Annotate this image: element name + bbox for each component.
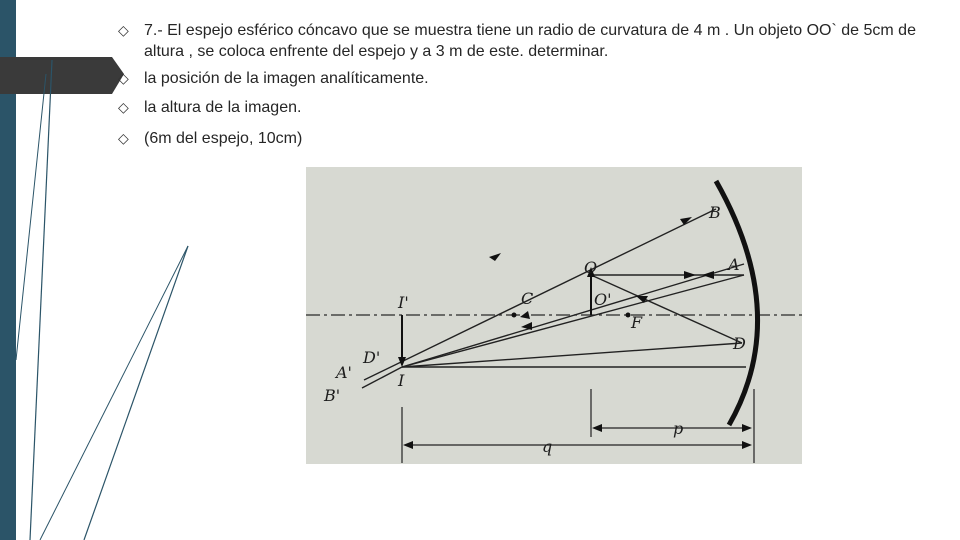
mirror-ray-diagram [306,167,802,464]
deco-line [40,246,188,540]
label-O-prime: O' [594,290,612,309]
label-C: C [521,289,534,308]
bullet-item [118,128,938,149]
bullet-text: 7.- El espejo esférico cóncavo que se muestra tiene un radio de curvatura de 4 m . Un objeto OO` de 5cm de altura , se coloca enfrente del espejo y a 3 m de este. determinar. [144,22,916,60]
ray [591,275,742,343]
rays [362,209,746,388]
diamond-bullet-icon: ◇ [118,130,129,146]
dimension-arrowhead [592,424,602,432]
mirror-diagram-photo [306,167,802,464]
diamond-bullet-icon: ◇ [118,22,129,38]
label-D-prime: D' [363,348,381,367]
ray-arrowhead [489,253,501,261]
label-O: O [584,258,598,277]
label-B-prime: B' [324,386,341,405]
bullet-list [118,20,938,159]
ray-arrowhead [684,271,696,279]
deco-line [84,246,188,540]
ray-arrowhead [702,271,714,279]
bullet-text: la posición de la imagen analíticamente. [144,70,429,87]
diamond-bullet-icon: ◇ [118,70,129,86]
dimension-lines [402,389,754,463]
bullet-text: (6m del espejo, 10cm) [144,130,303,147]
ray [364,209,716,380]
label-F: F [631,313,643,332]
label-I: I [398,371,405,390]
deco-line [16,74,46,360]
bullet-item [118,20,938,62]
dimension-arrowhead [742,424,752,432]
label-A: A [728,255,740,274]
bullet-item [118,97,938,118]
concave-mirror [716,181,758,425]
label-p: p [673,419,684,438]
dimension-arrowhead [742,441,752,449]
dimension-arrowhead [403,441,413,449]
label-A-prime: A' [336,363,352,382]
bullet-text: la altura de la imagen. [144,99,302,116]
center-point-marker [512,313,517,318]
ray-arrowhead [520,311,530,319]
label-B: B [709,203,721,222]
title-marker-shape [0,57,124,94]
bullet-item [118,68,938,89]
diamond-bullet-icon: ◇ [118,99,129,115]
ray [402,343,742,367]
focus-point-marker [626,313,631,318]
label-D: D [733,334,746,353]
label-q: q [542,437,553,456]
label-I-prime: I' [398,293,409,312]
deco-line [30,60,52,540]
